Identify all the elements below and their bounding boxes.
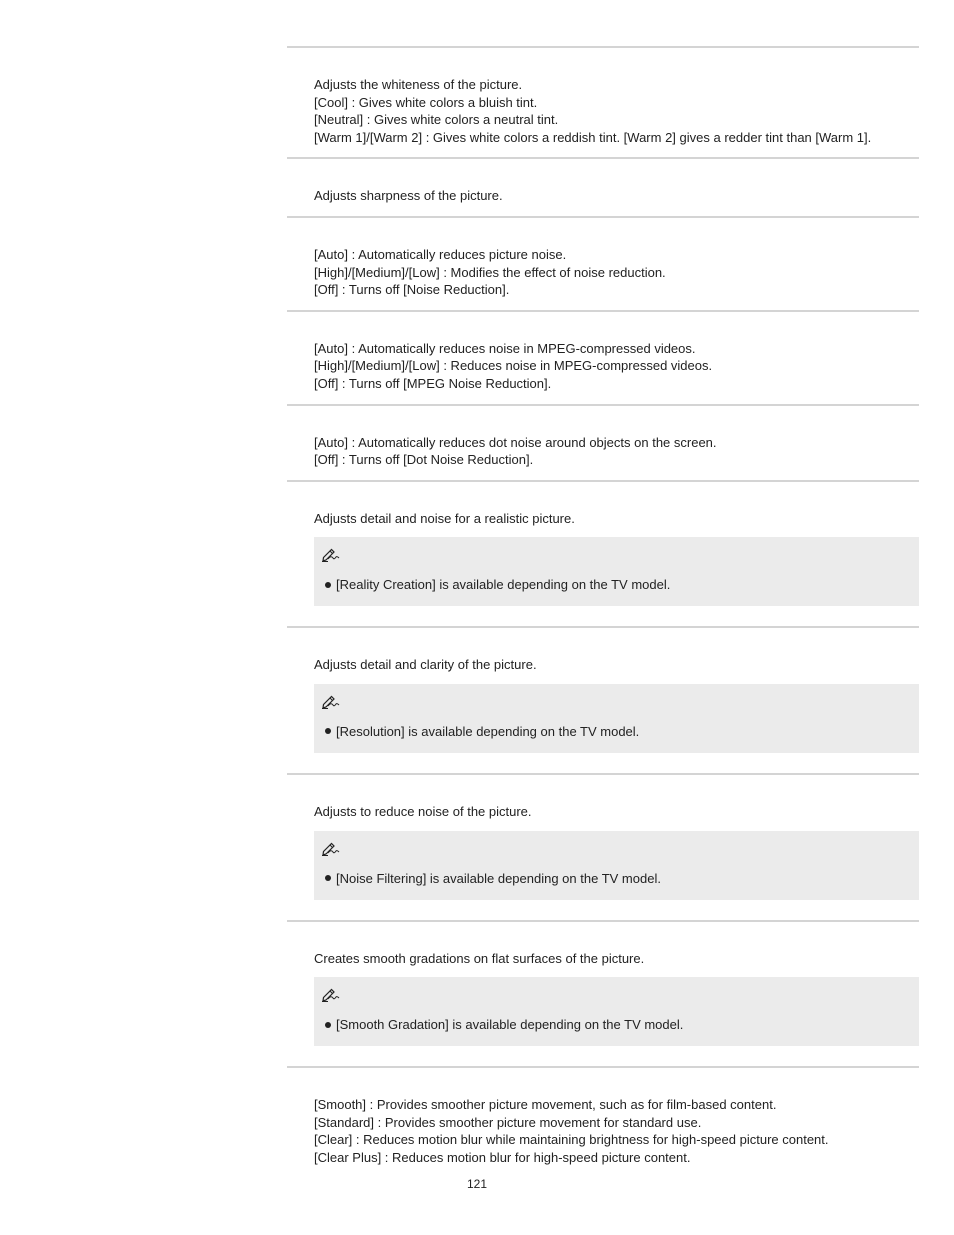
mpeg-noise-reduction-section	[287, 310, 919, 404]
note-item	[320, 871, 919, 887]
resolution-section	[287, 626, 919, 773]
section-text-line: [High]/[Medium]/[Low] : Reduces noise in MPEG-compressed videos.	[314, 358, 713, 374]
section-text-line: [Standard] : Provides smoother picture movement for standard use.	[314, 1114, 702, 1130]
note-item	[320, 724, 919, 740]
section-text-line: [Off] : Turns off [Dot Noise Reduction].	[314, 452, 534, 468]
note-text: [Noise Filtering] is available depending on the TV model.	[336, 870, 661, 886]
note-pencil-icon	[320, 547, 340, 563]
section-text-line: Adjusts detail and clarity of the picture.	[314, 657, 537, 673]
note-text: [Resolution] is available depending on the TV model.	[336, 723, 640, 739]
note-pencil-icon	[320, 841, 340, 857]
section-text-line: [Off] : Turns off [Noise Reduction].	[314, 282, 510, 298]
section-text-line: [Auto] : Automatically reduces picture noise.	[314, 246, 567, 262]
section-text-line: Creates smooth gradations on flat surfaces of the picture.	[314, 950, 645, 966]
bullet-icon	[325, 582, 331, 588]
manual-content	[287, 46, 919, 1166]
section-text-line: [Smooth] : Provides smoother picture movement, such as for film-based content.	[314, 1097, 777, 1113]
sharpness-section	[287, 157, 919, 216]
section-text-line: Adjusts detail and noise for a realistic picture.	[314, 510, 575, 526]
note-pencil-icon	[320, 694, 340, 710]
noise-filtering-section	[287, 773, 919, 920]
section-text-line: [High]/[Medium]/[Low] : Modifies the effect of noise reduction.	[314, 264, 666, 280]
bullet-icon	[325, 875, 331, 881]
section-text-line: [Cool] : Gives white colors a bluish tint.	[314, 94, 538, 110]
note-box	[314, 537, 919, 606]
section-text-line: [Off] : Turns off [MPEG Noise Reduction].	[314, 375, 552, 391]
section-text-line: [Auto] : Automatically reduces noise in MPEG-compressed videos.	[314, 340, 696, 356]
noise-reduction-section	[287, 216, 919, 310]
bullet-icon	[325, 1022, 331, 1028]
note-text: [Reality Creation] is available depending on the TV model.	[336, 577, 671, 593]
note-item	[320, 1017, 919, 1033]
bullet-icon	[325, 728, 331, 734]
dot-noise-reduction-section	[287, 404, 919, 480]
note-item	[320, 577, 919, 593]
note-box	[314, 684, 919, 753]
section-text-line: Adjusts the whiteness of the picture.	[314, 77, 523, 92]
section-text-line: [Clear] : Reduces motion blur while maintaining brightness for high-speed picture content.	[314, 1132, 829, 1148]
note-pencil-icon	[320, 987, 340, 1003]
section-text-line: [Clear Plus] : Reduces motion blur for high-speed picture content.	[314, 1149, 691, 1165]
note-box	[314, 977, 919, 1046]
note-text: [Smooth Gradation] is available depending on the TV model.	[336, 1017, 684, 1033]
section-text-line: Adjusts sharpness of the picture.	[314, 188, 503, 204]
smooth-gradation-section	[287, 920, 919, 1067]
section-text-line: [Neutral] : Gives white colors a neutral tint.	[314, 112, 559, 128]
white-balance-section	[287, 46, 919, 157]
page-number: 121	[466, 1177, 488, 1191]
section-text-line: [Warm 1]/[Warm 2] : Gives white colors a reddish tint. [Warm 2] gives a redder tint than [Warm 1].	[314, 129, 872, 145]
reality-creation-section	[287, 480, 919, 627]
section-text-line: [Auto] : Automatically reduces dot noise around objects on the screen.	[314, 434, 717, 450]
section-text-line: Adjusts to reduce noise of the picture.	[314, 803, 532, 819]
note-box	[314, 831, 919, 900]
motionflow-section	[287, 1066, 919, 1166]
